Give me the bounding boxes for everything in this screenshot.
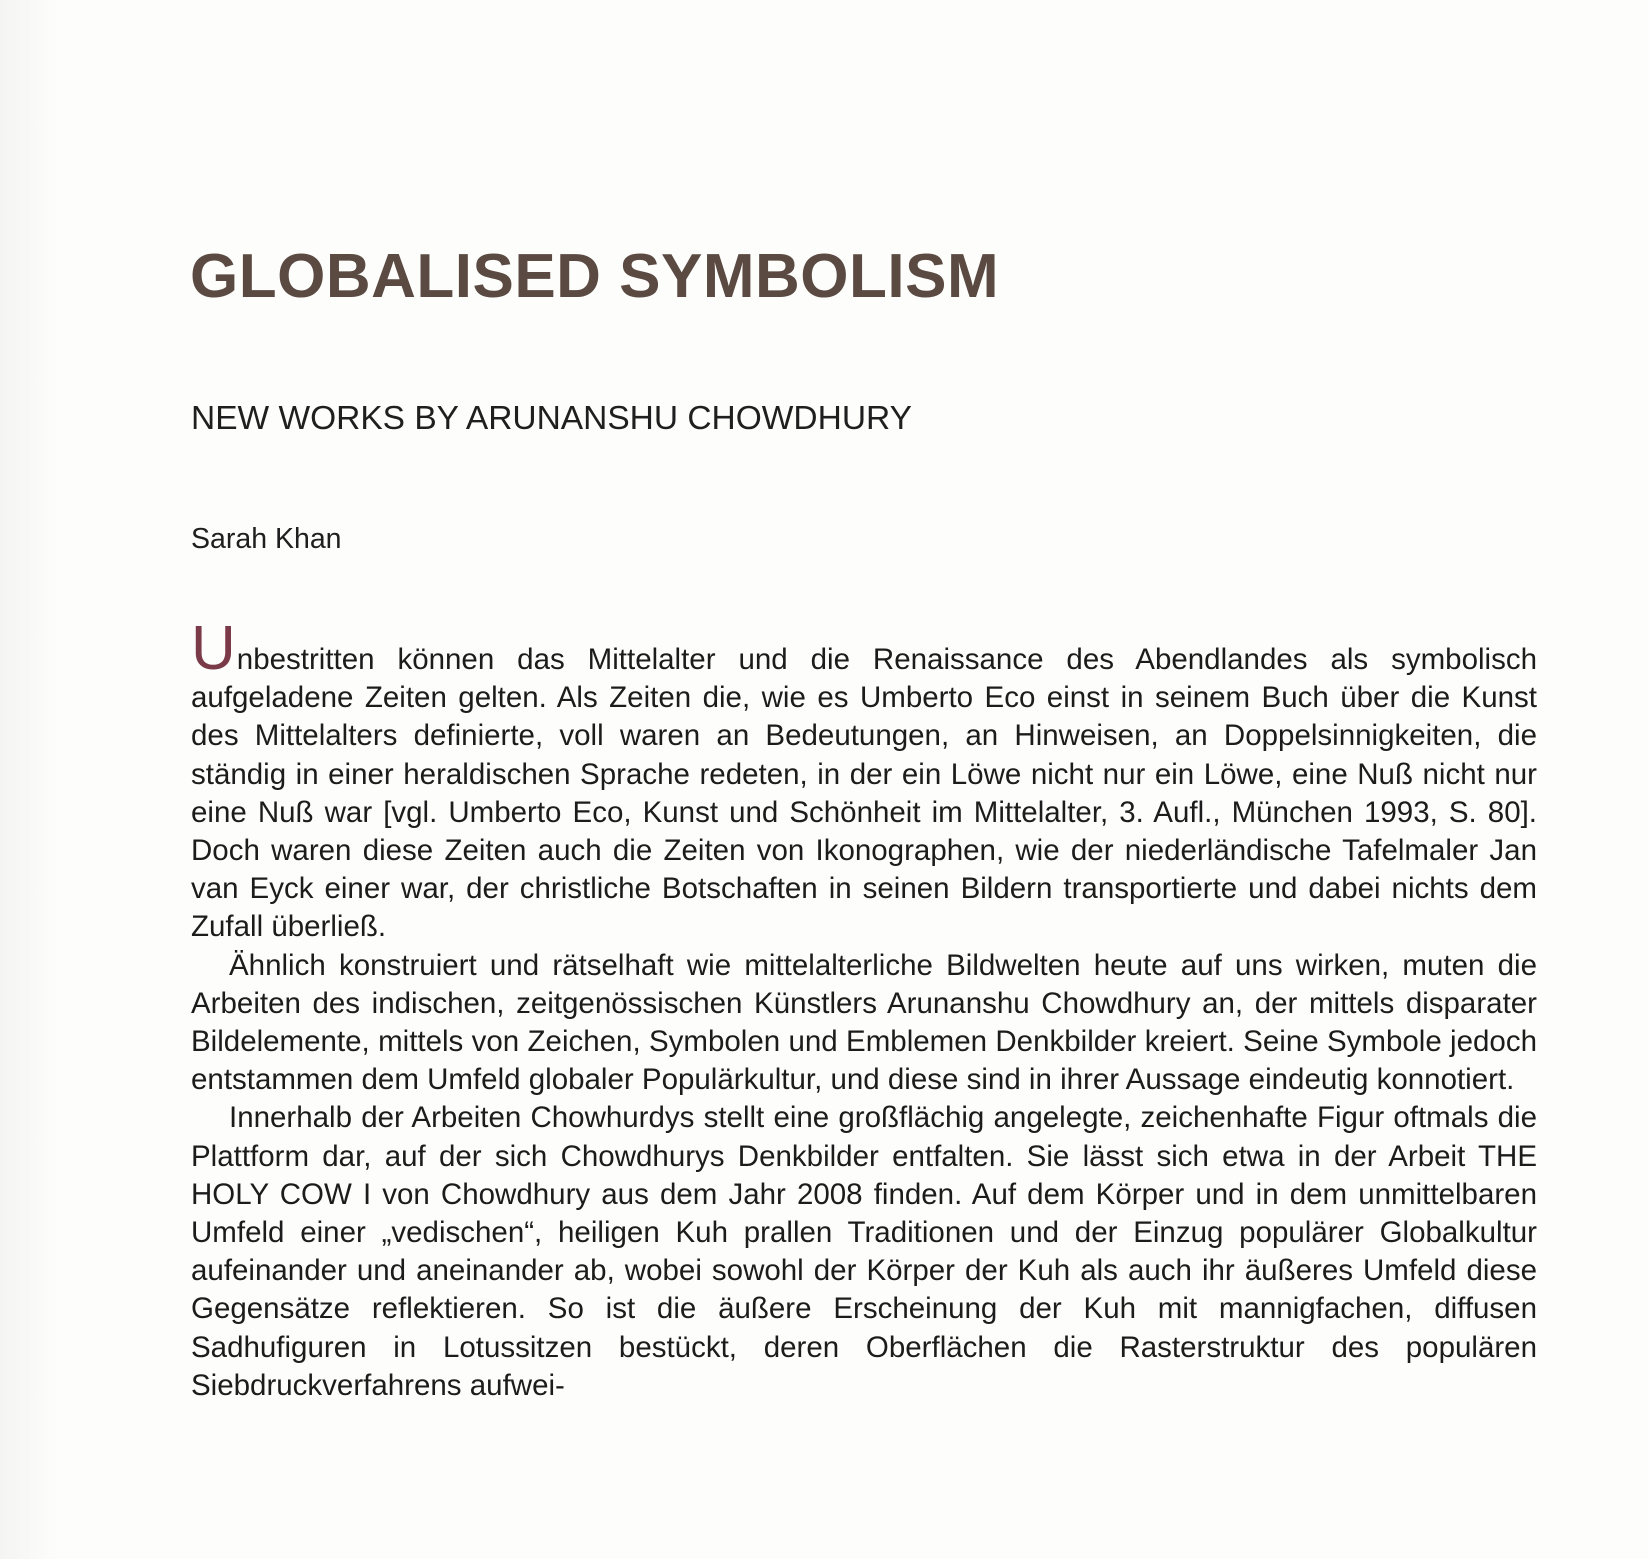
scan-edge-shadow [0, 0, 60, 1559]
author-name: Sarah Khan [191, 523, 342, 555]
article-subtitle: NEW WORKS BY ARUNANSHU CHOWDHURY [191, 400, 912, 437]
paragraph-3: Innerhalb der Arbeiten Chowhurdys stellt eine großflächig angelegte, zeichenhafte Figur oftmals die Plattform dar, auf der sich Chowdhurys Denkbilder entfalten. Sie lässt sich etwa in der Arbeit THE HOLY COW I von Chowdhury aus dem Jahr 2008 finden. Auf dem Körper und in dem unmittelbaren Umfeld einer „vedischen“, heiligen Kuh prallen Traditionen und der Einzug populärer Globalkultur aufeinander und aneinander ab, wobei sowohl der Körper der Kuh als auch ihr äußeres Umfeld diese Gegensätze reflektieren. So ist die äußere Erscheinung der Kuh mit mannigfachen, diffusen Sadhufiguren in Lotussitzen bestückt, deren Oberflächen die Rasterstruktur des populären Siebdruckverfahrens aufwei- [191, 1101, 1537, 1402]
paragraph-1 [191, 614, 1537, 947]
paragraph-1-text: nbestritten können das Mittelalter und die Renaissance des Abendlandes als symbolisch aufgeladene Zeiten gelten. Als Zeiten die, wie es Umberto Eco einst in seinem Buch über die Kunst des Mittelalters definierte, voll waren an Bedeutungen, an Hinweisen, an Doppelsinnigkeiten, die ständig in einer heraldischen Sprache redeten, in der ein Löwe nicht nur ein Löwe, eine Nuß nicht nur eine Nuß war [vgl. Umberto Eco, Kunst und Schönheit im Mittelalter, 3. Aufl., München 1993, S. 80]. Doch waren diese Zeiten auch die Zeiten von Ikonographen, wie der niederländische Tafelmaler Jan van Eyck einer war, der christliche Botschaften in seinen Bildern transportierte und dabei nichts dem Zufall überließ. [191, 643, 1537, 944]
drop-cap: U [191, 614, 236, 683]
paragraph-2: Ähnlich konstruiert und rätselhaft wie mittelalterliche Bildwelten heute auf uns wirken, muten die Arbeiten des indischen, zeitgenössischen Künstlers Arunanshu Chowdhury an, der mittels disparater Bildelemente, mittels von Zeichen, Symbolen und Emblemen Denkbilder kreiert. Seine Symbole jedoch entstammen dem Umfeld globaler Populärkultur, und diese sind in ihrer Aussage eindeutig konnotiert. [191, 948, 1537, 1097]
article-body [191, 614, 1537, 1405]
article-title: GLOBALISED SYMBOLISM [190, 242, 1000, 311]
